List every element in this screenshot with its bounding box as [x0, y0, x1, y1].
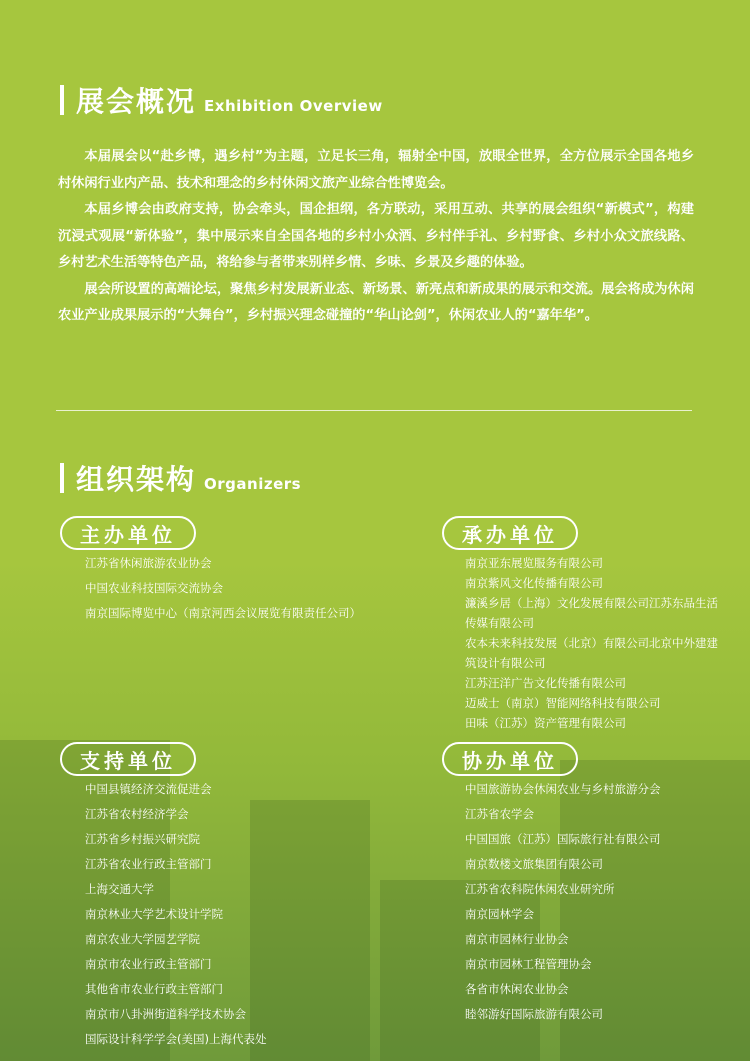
list-item: 各省市休闲农业协会	[465, 982, 569, 996]
host-label: 主办单位	[60, 516, 196, 550]
overview-paragraph: 本届展会以“赴乡博，遇乡村”为主题，立足长三角，辐射全中国，放眼全世界，全方位展示全国各地乡村休闲行业内产品、技术和理念的乡村休闲文旅产业综合性博览会。	[58, 149, 694, 191]
list-item: 南京数楼文旅集团有限公司	[465, 857, 603, 871]
organizers-title-zh: 组织架构	[76, 463, 197, 496]
overview-body	[58, 144, 694, 330]
list-item: 江苏省农学会	[465, 807, 534, 821]
list-item: 中国农业科技国际交流协会	[85, 581, 223, 595]
list-item: 南京园林学会	[465, 907, 534, 921]
organizers-title-en: Organizers	[204, 475, 302, 493]
heading-bar	[60, 463, 64, 493]
cooperate-list	[465, 777, 661, 1027]
list-item: 江苏省乡村振兴研究院	[85, 832, 200, 846]
list-item: 南京市园林行业协会	[465, 932, 569, 946]
list-item: 南京市园林工程管理协会	[465, 957, 592, 971]
list-item: 中国国旅（江苏）国际旅行社有限公司	[465, 832, 661, 846]
overview-title-en: Exhibition Overview	[204, 97, 383, 115]
list-item: 南京林业大学艺术设计学院	[85, 907, 223, 921]
list-item: 江苏省休闲旅游农业协会	[85, 556, 212, 570]
list-item: 其他省市农业行政主管部门	[85, 982, 223, 996]
list-item: 睦邻游好国际旅游有限公司	[465, 1007, 603, 1021]
list-item: 江苏省农业行政主管部门	[85, 857, 212, 871]
overview-heading	[60, 80, 383, 120]
cooperate-label: 协办单位	[442, 742, 578, 776]
list-item: 南京农业大学园艺学院	[85, 932, 200, 946]
list-item: 江苏省农村经济学会	[85, 807, 189, 821]
heading-bar	[60, 85, 64, 115]
list-item: 南京紫风文化传播有限公司	[465, 576, 603, 590]
host-list	[85, 551, 361, 626]
list-item: 江苏省农科院休闲农业研究所	[465, 882, 615, 896]
list-item: 濂溪乡居（上海）文化发展有限公司江苏东品生活传媒有限公司	[465, 596, 718, 630]
list-item: 江苏汪洋广告文化传播有限公司	[465, 676, 626, 690]
list-item: 上海交通大学	[85, 882, 154, 896]
list-item: 田味（江苏）资产管理有限公司	[465, 716, 626, 730]
list-item: 南京市八卦洲街道科学技术协会	[85, 1007, 246, 1021]
overview-paragraph: 展会所设置的高端论坛，聚焦乡村发展新业态、新场景、新亮点和新成果的展示和交流。展会将成为休闲农业产业成果展示的“大舞台”，乡村振兴理念碰撞的“华山论剑”，休闲农业人的“嘉年华”。	[58, 281, 694, 323]
overview-title-zh: 展会概况	[76, 85, 197, 118]
photo-shape	[250, 800, 370, 1061]
section-divider	[56, 410, 692, 411]
list-item: 中国旅游协会休闲农业与乡村旅游分会	[465, 782, 661, 796]
list-item: 国际设计科学学会(美国)上海代表处	[85, 1032, 267, 1046]
list-item: 迈威士（南京）智能网络科技有限公司	[465, 696, 661, 710]
list-item: 南京市农业行政主管部门	[85, 957, 212, 971]
organizers-heading	[60, 458, 301, 498]
list-item: 南京亚东展览服务有限公司	[465, 556, 603, 570]
list-item: 南京国际博览中心（南京河西会议展览有限责任公司）	[85, 606, 361, 620]
list-item: 中国县镇经济交流促进会	[85, 782, 212, 796]
support-label: 支持单位	[60, 742, 196, 776]
undertaker-list	[465, 553, 727, 733]
overview-paragraph: 本届乡博会由政府支持，协会牵头，国企担纲，各方联动，采用互动、共享的展会组织“新模式”，构建沉浸式观展“新体验”，集中展示来自全国各地的乡村小众酒、乡村伴手礼、乡村野食、乡村小众文旅线路、乡村艺术生活等特色产品，将给参与者带来别样乡情、乡味、乡景及乡趣的体验。	[58, 202, 694, 270]
undertaker-label: 承办单位	[442, 516, 578, 550]
list-item: 农本未来科技发展（北京）有限公司北京中外建建筑设计有限公司	[465, 636, 718, 670]
support-list	[85, 777, 266, 1052]
